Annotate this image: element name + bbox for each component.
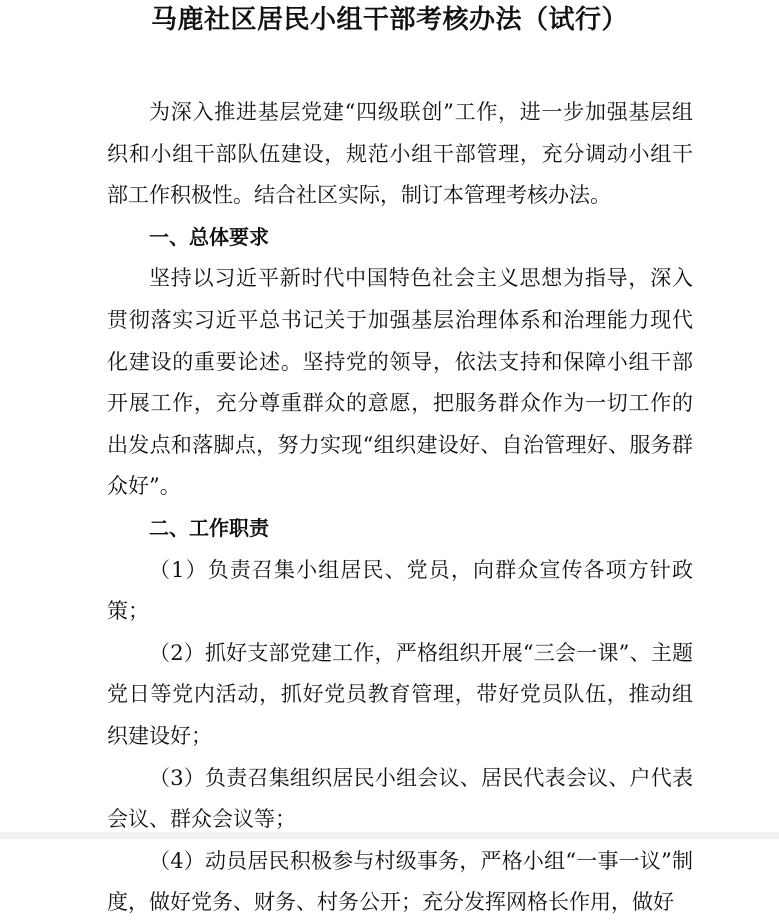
section-heading-duties: 二、工作职责 [149,515,269,540]
duty-item-3: （3）负责召集组织居民小组会议、居民代表会议、户代表会议、群众会议等； [107,765,693,832]
document-title: 马鹿社区居民小组干部考核办法（试行） [150,5,628,35]
document-body [107,92,693,924]
duty-item-2: （2）抓好支部党建工作，严格组织开展“三会一课”、主题党日等党内活动，抓好党员教育管理，带好党员队伍，推动组织建设好； [107,640,693,748]
general-requirements-paragraph: 坚持以习近平新时代中国特色社会主义思想为指导，深入贯彻落实习近平总书记关于加强基层治理体系和治理能力现代化建设的重要论述。坚持党的领导，依法支持和保障小组干部开展工作，充分尊重群众的意愿，把服务群众作为一切工作的出发点和落脚点，努力实现“组织建设好、自治管理好、服务群众好”。 [107,266,693,499]
duty-item-4: （4）动员居民积极参与村级事务，严格小组“一事一议”制度，做好党务、财务、村务公开；充分发挥网格长作用，做好 [107,848,693,915]
duty-item-1: （1）负责召集小组居民、党员，向群众宣传各项方针政策； [107,557,693,624]
intro-paragraph: 为深入推进基层党建“四级联创”工作，进一步加强基层组织和小组干部队伍建设，规范小组干部管理，充分调动小组干部工作积极性。结合社区实际，制订本管理考核办法。 [107,100,693,208]
section-heading-general-requirements: 一、总体要求 [149,224,269,249]
page-bottom-edge [0,832,779,839]
